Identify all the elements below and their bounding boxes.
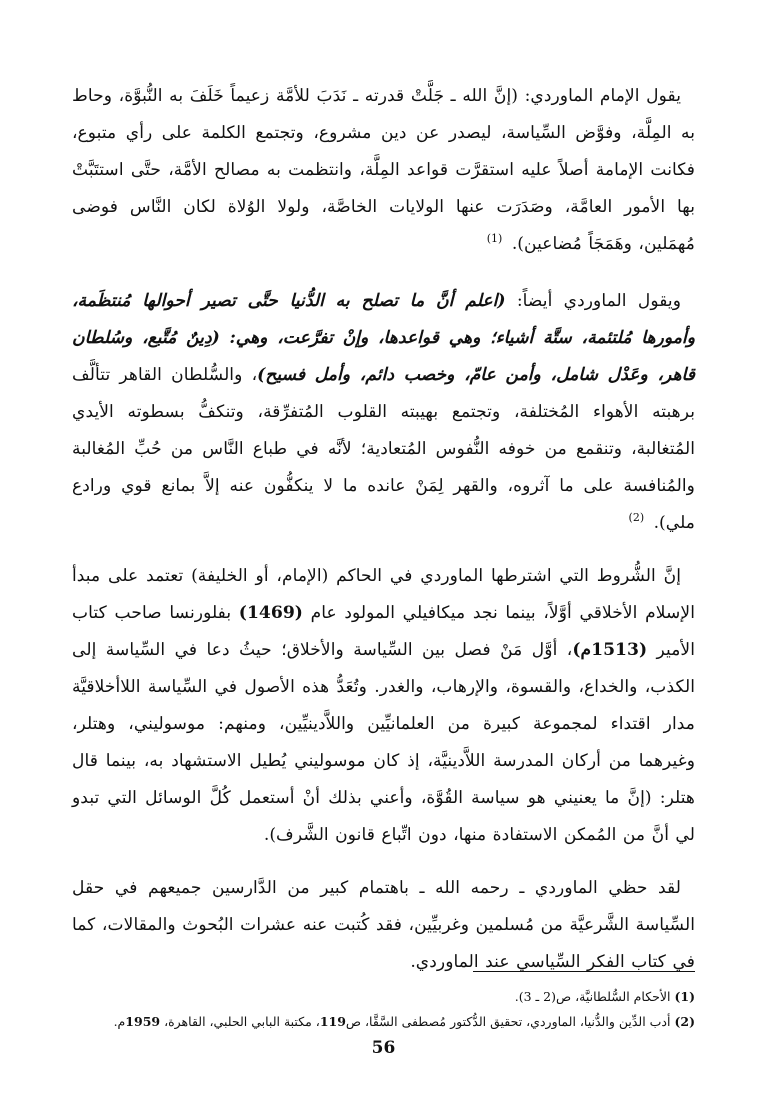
paragraph-mawardi-imamate <box>72 78 695 263</box>
footnotes <box>72 984 695 1034</box>
footnote-2 <box>72 1009 695 1034</box>
footnote-text: ، مكتبة البابي الحلبي، القاهرة، <box>160 1014 320 1029</box>
footnote-text: الأحكام السُّلطانيَّة، ص(2 ـ 3). <box>514 989 671 1004</box>
paragraph-machiavelli-comparison <box>72 558 695 854</box>
footnote-1 <box>72 984 695 1009</box>
footnote-page: 119 <box>319 1014 346 1029</box>
paragraph-text: يقول الإمام الماوردي: (إنَّ الله ـ جَلَّتْ قدرته ـ نَدَبَ للأمَّة زعيماً خَلَفَ به النُّبوَّة، وحاط به المِلَّة، وفوَّض السِّياسة، ليصدر عن دين مشروع، وتجتمع الكلمة على رأي متبوع، فكانت الإمامة أصلاً عليه استقرَّت قواعد المِلَّة، وانتظمت به مصالح الأمَّة، حتَّى استتَبَّتْ بها الأمور العامَّة، وصَدَرَت عنها الولايات الخاصَّة، ولولا الوُلاة لكان النَّاس فوضى مُهمَلين، وهَمَجَاً مُضاعين). <box>72 86 695 254</box>
year-birth: (1469) <box>238 603 303 623</box>
page-number: 56 <box>371 1038 396 1058</box>
paragraph-mawardi-studies <box>72 870 695 981</box>
paragraph-intro: ويقول الماوردي أيضاً: <box>505 291 681 311</box>
book-page <box>72 78 695 1075</box>
paragraph-text: ، أوَّل مَنْ فصل بين السِّياسة والأخلاق؛ حيثُ دعا في السِّياسة إلى الكذب، والخداع، والقسوة، والإرهاب، والغدر. وتُعَدُّ هذه الأصول في السِّياسة اللاأخلاقيَّة مدار اقتداء لمجموعة كبيرة من العلمانيِّين واللاَّدينيِّين، ومنهم: موسوليني، وهتلر، وغيرهما من أركان المدرسة اللاَّدينيَّة، إذ كان موسوليني يُطيل الاستشهاد به، بينما قال هتلر: (إنَّ ما يعنيني هو سياسة القُوَّة، وأعني بذلك أنْ أستعمل كُلَّ الوسائل التي تبدو لي أنَّ من المُمكن الاستفادة منها، دون اتِّباع قانون الشَّرف). <box>72 640 695 845</box>
paragraph-text: لقد حظي الماوردي ـ رحمه الله ـ باهتمام كبير من الدَّارسين جميعهم في حقل السِّياسة الشَّرعيَّة من مُسلمين وغربيِّين، فقد كُتبت عنه عشرات البُحوث والمقالات، كما في كتاب الفكر السِّياسي عند الماوردي. <box>72 878 695 972</box>
footnote-text: م. <box>113 1014 126 1029</box>
footnote-text: أدب الدِّين والدُّنيا، الماوردي، تحقيق الدُّكتور مُصطفى السَّقَّا، ص <box>345 1014 671 1029</box>
footnote-ref-1: (1) <box>486 232 503 246</box>
footnote-number: (2) <box>674 1014 695 1029</box>
quoted-passage: (اعلم أنَّ ما تصلح به الدُّنيا حتَّى تصير أحوالها مُنتظَمة، وأمورها مُلتئمة، ستَّة أشياء؛ وهي قواعدها، وإنْ تفرَّعت، وهي: (دِينٌ مُتَّبع، وسُلطان قاهر، وعَدْل شامل، وأمن عامّ، وخصب دائم، وأمل فسيح) <box>72 291 695 385</box>
footnote-divider <box>473 971 695 972</box>
footnote-number: (1) <box>674 989 695 1004</box>
paragraph-text: بفلورنسا صاحب كتاب الأمير <box>72 603 695 660</box>
footnote-year: 1959 <box>125 1014 161 1029</box>
paragraph-mawardi-six-things <box>72 283 695 542</box>
footnote-ref-2: (2) <box>628 511 645 525</box>
paragraph-text: ، والسُّلطان القاهر تتألَّف برهبته الأهواء المُختلفة، وتجتمع بهيبته القلوب المُتفرِّقة، وتنكفُّ بسطوته الأيدي المُتغالبة، وتنقمع من خوفه النُّفوس المُتعادية؛ لأنَّه في طباع النَّاس من حُبِّ المُغالبة والمُنافسة على ما آثروه، والقهر لِمَنْ عانده ما لا ينكفُّون عنه إلاَّ بمانع قوي ورادع ملي). <box>72 365 695 533</box>
year-book: (1513م) <box>572 640 648 660</box>
paragraph-text: إنَّ الشُّروط التي اشترطها الماوردي في الحاكم (الإمام، أو الخليفة) تعتمد على مبدأ الإسلام الأخلاقي أوَّلاً، بينما نجد ميكافيلي المولود عام <box>72 566 695 623</box>
